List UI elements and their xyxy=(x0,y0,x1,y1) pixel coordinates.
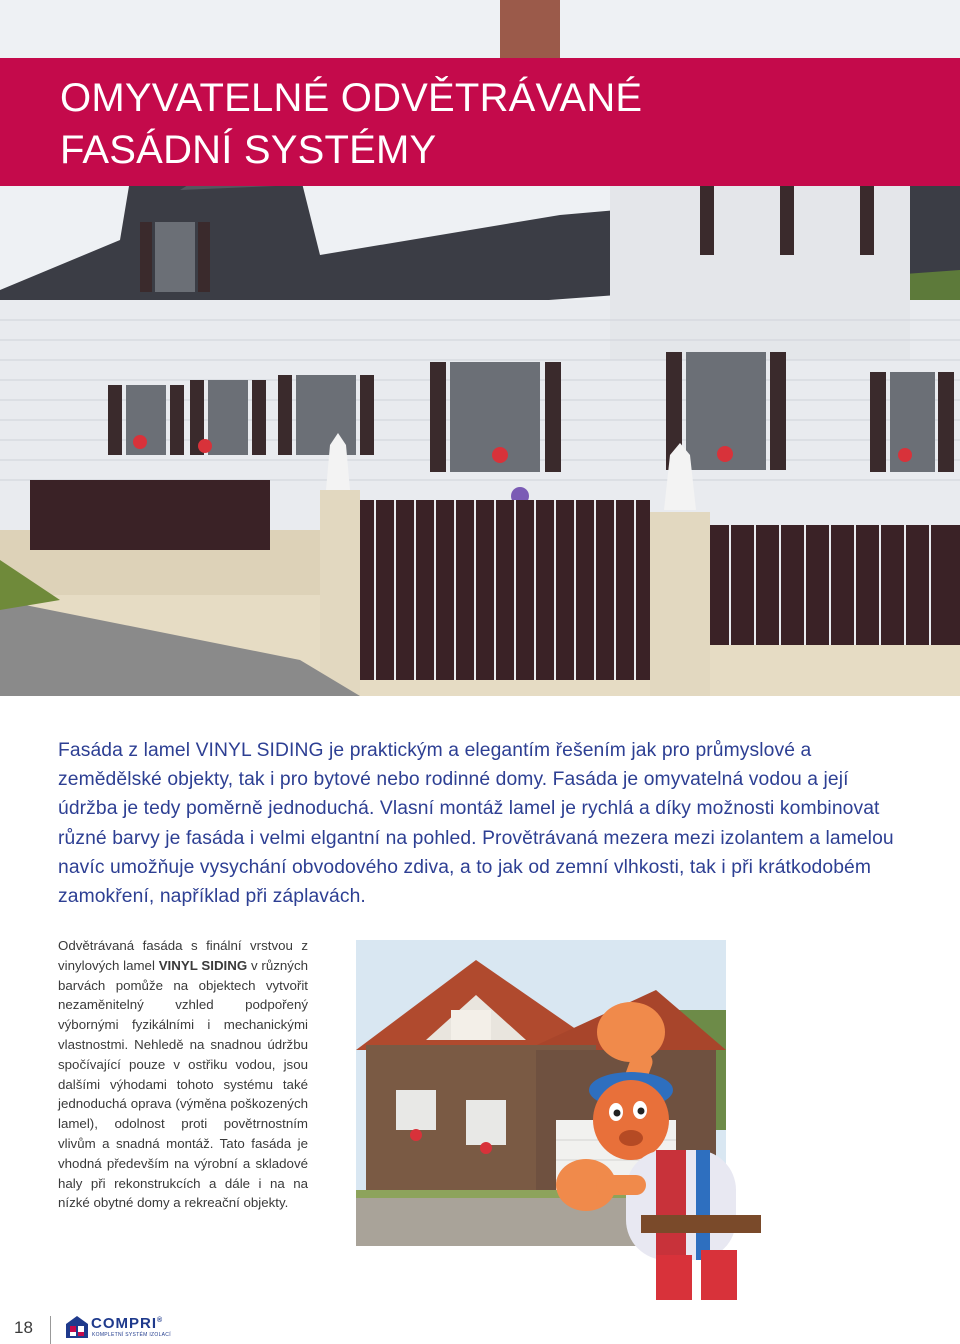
intro-paragraph: Fasáda z lamel VINYL SIDING je praktickým a elegantím řešením jak pro průmyslové a zemědělské objekty, tak i pro bytové nebo rodinné domy. Fasáda je omyvatelná vodou a její údržba je tedy poměrně jednoduchá. Vlasní montáž lamel je rychlá a díky možnosti kombinovat různé barvy je fasáda i velmi elgantní na pohled. Provětrávaná mezera mezi izolantem a lamelou navíc umožňuje vysychání obvodového zdiva, a to jak od zemní vlhkosti, tak i při krátkodobém zamokření, například při záplavách. xyxy=(58,740,894,908)
page-title xyxy=(60,72,642,176)
compri-logo-icon xyxy=(66,1316,88,1338)
side-paragraph xyxy=(58,936,308,1213)
page-title-line-2: FASÁDNÍ SYSTÉMY xyxy=(60,128,437,172)
footer-divider xyxy=(50,1316,51,1344)
mascot-figure xyxy=(556,1000,786,1300)
compri-logo-subtitle: KOMPLETNÍ SYSTÉM IZOLACÍ xyxy=(92,1332,171,1338)
side-text-part-2: v různých barvách pomůže na objektech vytvořit nezaměnitelný vzhled podpořený výbornými fyzikálními i mechanickými vlastnostmi. Nehledě na snadnou údržbu spočívající pouze v ostřiku vodou, jsou dalšími výhodami tohoto systému také jednoduchá oprava (výměna poškozených lamel), odolnost proti povětrnostním vlivům a snadná montáž. Tato fasáda je vhodná především na výrobní a skladové haly při rekonstrukcích a dále i na na nízké obytné domy a rekreační objekty. xyxy=(58,957,308,1211)
compri-logo-text xyxy=(91,1315,163,1332)
compri-logo xyxy=(66,1314,196,1340)
vinyl-siding-bold: VINYL SIDING xyxy=(158,957,248,973)
title-banner xyxy=(0,58,960,186)
page-number: 18 xyxy=(14,1318,33,1337)
page-title-line-1: OMYVATELNÉ ODVĚTRÁVANÉ xyxy=(60,76,643,120)
compri-logo-word: COMPRI xyxy=(91,1315,157,1332)
mascot-illustration xyxy=(556,1000,786,1300)
compri-logo-registered: ® xyxy=(157,1317,164,1324)
side-text-part-1: Odvětrávaná fasáda s finální vrstvou z vinylových lamel xyxy=(58,938,308,973)
